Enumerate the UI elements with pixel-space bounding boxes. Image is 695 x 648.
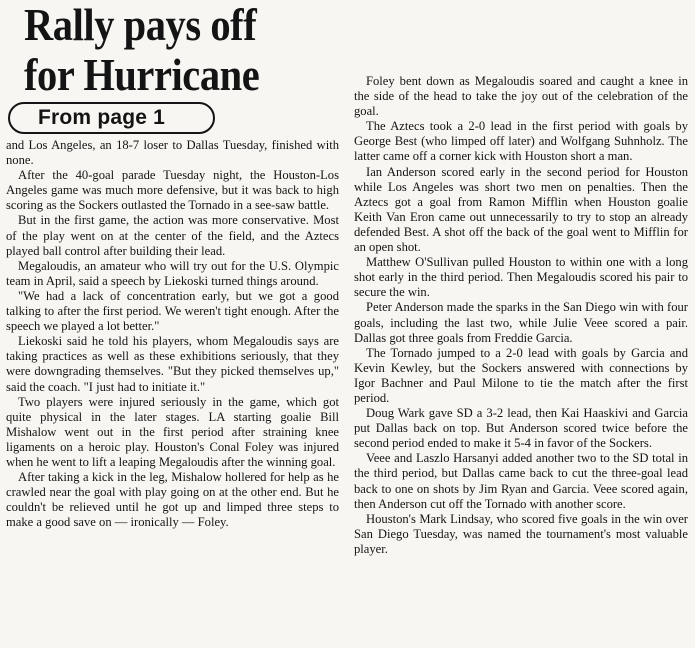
left-paragraph: "We had a lack of concentration early, but we got a good talking to after the first period. We weren't tight enough. After the speech we played a lot better." (6, 288, 339, 334)
right-paragraph: Foley bent down as Megaloudis soared and caught a knee in the side of the head to take the joy out of the celebration of the goal. (354, 74, 688, 119)
left-paragraph: Two players were injured seriously in the game, which got quite physical in the later stages. LA starting goalie Bill Mishalow went out in the first period after straining knee ligaments on a heroic play. Houston's Conal Foley was injured when he went to lift a leaping Megaloudis after the winning goal. (6, 394, 339, 469)
left-paragraph: Liekoski said he told his players, whom Megaloudis says are taking practices as well as these exhibitions seriously, that they were downgrading themselves. "But they picked themselves up," said the coach. "I just had to initiate it." (6, 334, 339, 394)
right-paragraph: Ian Anderson scored early in the second period for Houston while Los Angeles was short two men on penalties. Then the Aztecs got a goal from Ramon Mifflin when Houston goalie Keith Van Eron came out unnecessarily to try to stop an already defended Best. A shot off the back of the goal went to Mifflin for an open shot. (354, 164, 688, 255)
left-column (6, 0, 339, 530)
right-paragraph: Matthew O'Sullivan pulled Houston to within one with a long shot early in the third period. Then Megaloudis scored his pair to secure the win. (354, 255, 688, 300)
left-paragraph: After the 40-goal parade Tuesday night, the Houston-Los Angeles game was much more defensive, but it was back to high scoring as the Sockers outlasted the Tornado in a see-saw battle. (6, 168, 339, 213)
left-paragraph: But in the first game, the action was more conservative. Most of the play went on at the center of the field, and the Aztecs played ball control after building their lead. (6, 213, 339, 258)
right-paragraph: Peter Anderson made the sparks in the San Diego win with four goals, including the last two, while Julie Veee scored a pair. Dallas got three goals from Freddie Garcia. (354, 300, 688, 345)
left-paragraph: After taking a kick in the leg, Mishalow hollered for help as he crawled near the goal with play going on at the other end. But he couldn't be relieved until he got up and limped three steps to make a good save on — ironically — Foley. (6, 470, 339, 530)
left-paragraph: Megaloudis, an amateur who will try out for the U.S. Olympic team in April, said a speech by Liekoski turned things around. (6, 258, 339, 288)
headline-line-1: Rally pays off (24, 0, 257, 50)
headline (24, 0, 301, 100)
jump-label-badge: From page 1 (8, 102, 215, 134)
right-paragraph: Doug Wark gave SD a 3-2 lead, then Kai Haaskivi and Garcia put Dallas back on top. But Anderson scored twice before the second period ended to make it 5-4 in favor of the Sockers. (354, 406, 688, 451)
headline-line-2: for Hurricane (24, 49, 260, 100)
right-paragraph: Houston's Mark Lindsay, who scored five goals in the win over San Diego Tuesday, was named the tournament's most valuable player. (354, 511, 688, 556)
right-paragraph: Veee and Laszlo Harsanyi added another two to the SD total in the third period, but Dallas came back to cut the three-goal lead back to one on shots by Jim Ryan and Garcia. Veee scored again, then Anderson cut off the Tornado with another score. (354, 451, 688, 511)
right-column (354, 74, 688, 557)
left-paragraph: and Los Angeles, an 18-7 loser to Dallas Tuesday, finished with none. (6, 138, 339, 168)
right-paragraph: The Tornado jumped to a 2-0 lead with goals by Garcia and Kevin Kewley, but the Sockers answered with connections by Igor Bachner and Paul Milone to tie the match after the first period. (354, 345, 688, 405)
right-paragraph: The Aztecs took a 2-0 lead in the first period with goals by George Best (who limped off later) and Wolfgang Suhnholz. The latter came off a corner kick with Houston short a man. (354, 119, 688, 164)
